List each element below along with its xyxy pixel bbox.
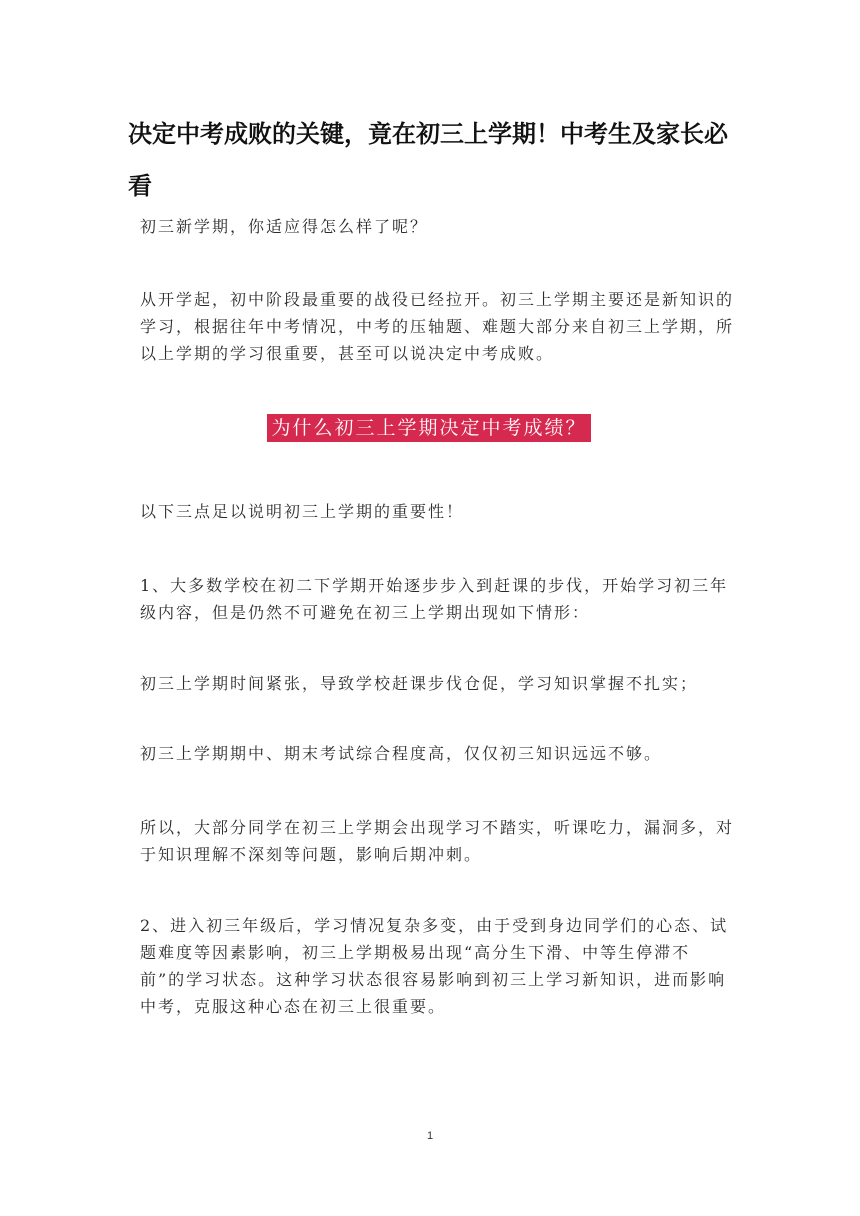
paragraph-opening: 从开学起，初中阶段最重要的战役已经拉开。初三上学期主要还是新知识的学习，根据往年中考情况，中考的压轴题、难题大部分来自初三上学期，所以上学期的学习很重要，甚至可以说决定中考成败。 bbox=[140, 290, 735, 363]
paragraph-three-points: 以下三点足以说明初三上学期的重要性！ bbox=[140, 502, 465, 521]
paragraph-intro: 初三新学期，你适应得怎么样了呢？ bbox=[140, 217, 429, 236]
paragraph-point-two: 2、进入初三年级后，学习情况复杂多变，由于受到身边同学们的心态、试题难度等因素影响，初三上学期极易出现“高分生下滑、中等生停滞不前”的学习状态。这种学习状态很容易影响到初三上学习新知识，进而影响中考，克服这种心态在初三上很重要。 bbox=[140, 916, 729, 1016]
paragraph-consequence: 所以，大部分同学在初三上学期会出现学习不踏实，听课吃力，漏洞多，对于知识理解不深刻等问题，影响后期冲刺。 bbox=[140, 818, 735, 864]
paragraph-situation-one: 初三上学期时间紧张，导致学校赶课步伐仓促，学习知识掌握不扎实； bbox=[140, 674, 699, 693]
paragraph-situation-two: 初三上学期期中、期末考试综合程度高，仅仅初三知识远远不够。 bbox=[140, 744, 663, 763]
paragraph-point-one: 1、大多数学校在初二下学期开始逐步步入到赶课的步伐，开始学习初三年级内容，但是仍然不可避免在初三上学期出现如下情形： bbox=[140, 576, 729, 622]
section-heading-container bbox=[0, 414, 860, 442]
section-heading: 为什么初三上学期决定中考成绩？ bbox=[267, 414, 590, 442]
page-number: 1 bbox=[426, 1130, 434, 1142]
document-title: 决定中考成败的关键，竟在初三上学期！中考生及家长必看 bbox=[128, 120, 728, 200]
